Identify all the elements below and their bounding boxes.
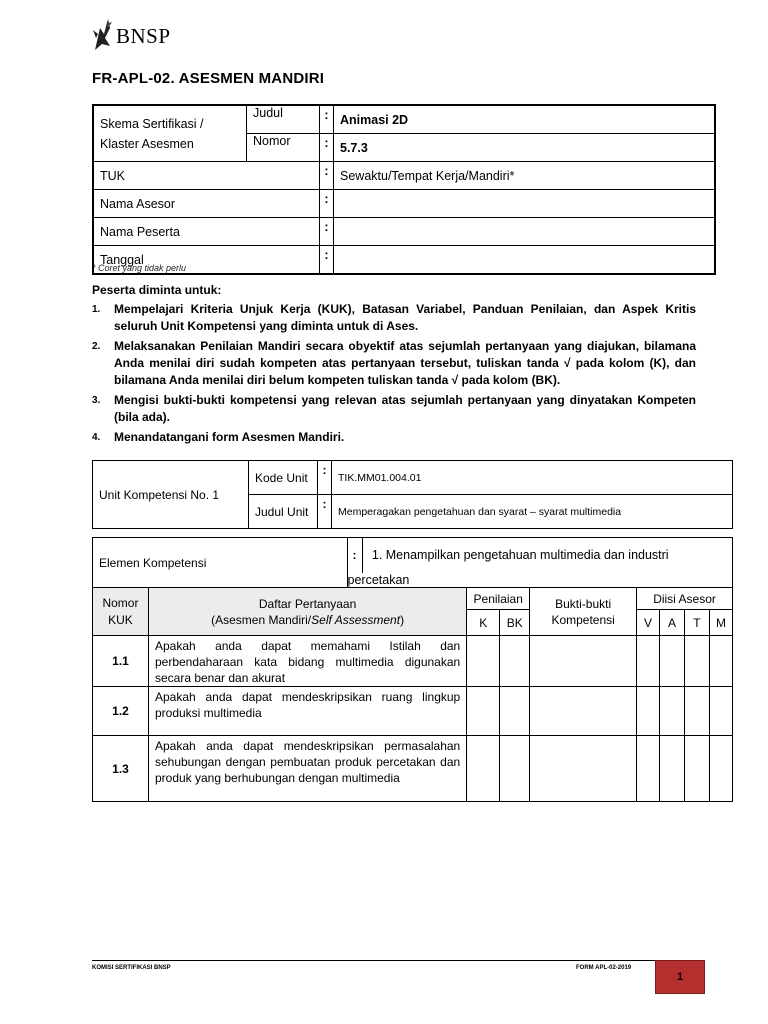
instruction-item: 2. Melaksanakan Penilaian Mandiri secara obyektif atas sejumlah pertanyaan yang diajukan, bilamana Anda menilai diri sudah kompeten atas pertanyaan tersebut, tuliskan tanda √ pada kolom (K), dan bilamana Anda menilai diri belum kompeten tuliskan tanda √ pada kolom (BK). — [92, 339, 696, 387]
col-nomor: Nomor KUK — [93, 588, 149, 636]
peserta-field[interactable] — [334, 218, 716, 246]
colon: : — [320, 162, 334, 190]
peserta-label: Nama Peserta — [93, 218, 320, 246]
k-cell[interactable] — [467, 687, 500, 736]
tanggal-label: Tanggal — [93, 246, 320, 275]
tuk-label: TUK — [93, 162, 320, 190]
a-cell[interactable] — [660, 687, 685, 736]
col-k: K — [467, 610, 500, 636]
instruction-item: 4. Menandatangani form Asesmen Mandiri. — [92, 430, 345, 444]
colon: : — [320, 246, 334, 275]
nomor-value: 5.7.3 — [334, 134, 716, 162]
info-table — [92, 104, 716, 275]
k-cell[interactable] — [467, 736, 500, 802]
logo-text: BNSP — [116, 23, 171, 48]
elemen-label: Elemen Kompetensi — [93, 538, 348, 588]
col-v: V — [637, 610, 660, 636]
asesor-field[interactable] — [334, 190, 716, 218]
colon: : — [320, 134, 334, 162]
footer-divider — [92, 960, 696, 961]
instructions-intro: Peserta diminta untuk: — [92, 283, 222, 297]
page-number: 1 — [655, 960, 705, 994]
t-cell[interactable] — [684, 736, 709, 802]
tuk-value: Sewaktu/Tempat Kerja/Mandiri* — [334, 162, 716, 190]
nomor-label: Nomor — [247, 134, 320, 162]
unit-label: Unit Kompetensi No. 1 — [93, 461, 249, 529]
colon: : — [320, 190, 334, 218]
kuk-number: 1.2 — [93, 687, 149, 736]
a-cell[interactable] — [660, 636, 685, 687]
footnote: * Coret yang tidak perlu — [92, 263, 187, 273]
colon: : — [320, 218, 334, 246]
footer-form-code: FORM APL-02-2019 — [576, 965, 632, 971]
col-daftar: Daftar Pertanyaan (Asesmen Mandiri/Self Assessment) — [148, 588, 466, 636]
bukti-cell[interactable] — [530, 736, 637, 802]
colon: : — [318, 461, 332, 495]
kuk-number: 1.1 — [93, 636, 149, 687]
elemen-value: 1. Menampilkan pengetahuan multimedia dan industri percetakan — [347, 548, 669, 587]
tanggal-field[interactable] — [334, 246, 716, 275]
col-asesor: Diisi Asesor — [637, 588, 733, 610]
bk-cell[interactable] — [500, 636, 530, 687]
t-cell[interactable] — [684, 687, 709, 736]
table-row — [93, 636, 733, 687]
skema-label: Skema Sertifikasi / Klaster Asesmen — [93, 105, 247, 162]
col-bk: BK — [500, 610, 530, 636]
table-row — [93, 736, 733, 802]
bk-cell[interactable] — [500, 736, 530, 802]
colon: : — [318, 495, 332, 529]
v-cell[interactable] — [637, 636, 660, 687]
judul-value: Animasi 2D — [334, 105, 716, 134]
col-penilaian: Penilaian — [467, 588, 530, 610]
m-cell[interactable] — [709, 687, 732, 736]
question-text: Apakah anda dapat mendeskripsikan permasalahan sehubungan dengan pembuatan produk percetakan dan produk yang berhubungan dengan multimedia — [148, 736, 466, 802]
v-cell[interactable] — [637, 687, 660, 736]
colon: : — [320, 105, 334, 134]
bnsp-logo — [92, 16, 171, 54]
elemen-row — [347, 538, 732, 588]
instruction-item: 1. Mempelajari Kriteria Unjuk Kerja (KUK), Batasan Variabel, Panduan Penilaian, dan Aspek Kritis seluruh Unit Kompetensi yang diminta untuk di Ases. — [92, 302, 696, 333]
col-a: A — [660, 610, 685, 636]
judul-unit-value: Memperagakan pengetahuan dan syarat – syarat multimedia — [332, 495, 733, 529]
question-text: Apakah anda dapat mendeskripsikan ruang lingkup produksi multimedia — [148, 687, 466, 736]
t-cell[interactable] — [684, 636, 709, 687]
judul-label: Judul — [247, 105, 320, 134]
footer-org: KOMISI SERTIFIKASI BNSP — [92, 965, 171, 971]
question-text: Apakah anda dapat memahami Istilah dan perbendaharaan kata bidang multimedia digunakan secara benar dan akurat — [148, 636, 466, 687]
kode-label: Kode Unit — [249, 461, 318, 495]
k-cell[interactable] — [467, 636, 500, 687]
m-cell[interactable] — [709, 736, 732, 802]
garuda-emblem-icon — [92, 16, 114, 54]
asesor-label: Nama Asesor — [93, 190, 320, 218]
instruction-item: 3. Mengisi bukti-bukti kompetensi yang relevan atas sejumlah pertanyaan yang dinyatakan Kompeten (bila ada). — [92, 393, 696, 424]
bukti-cell[interactable] — [530, 687, 637, 736]
kuk-number: 1.3 — [93, 736, 149, 802]
colon: : — [348, 538, 363, 573]
instructions — [92, 283, 696, 449]
unit-table — [92, 460, 733, 529]
table-row — [93, 687, 733, 736]
col-t: T — [684, 610, 709, 636]
judul-unit-label: Judul Unit — [249, 495, 318, 529]
a-cell[interactable] — [660, 736, 685, 802]
form-title: FR-APL-02. ASESMEN MANDIRI — [92, 70, 325, 87]
bk-cell[interactable] — [500, 687, 530, 736]
m-cell[interactable] — [709, 636, 732, 687]
assessment-table — [92, 537, 733, 802]
col-bukti: Bukti-bukti Kompetensi — [530, 588, 637, 636]
v-cell[interactable] — [637, 736, 660, 802]
kode-value: TIK.MM01.004.01 — [332, 461, 733, 495]
col-m: M — [709, 610, 732, 636]
bukti-cell[interactable] — [530, 636, 637, 687]
